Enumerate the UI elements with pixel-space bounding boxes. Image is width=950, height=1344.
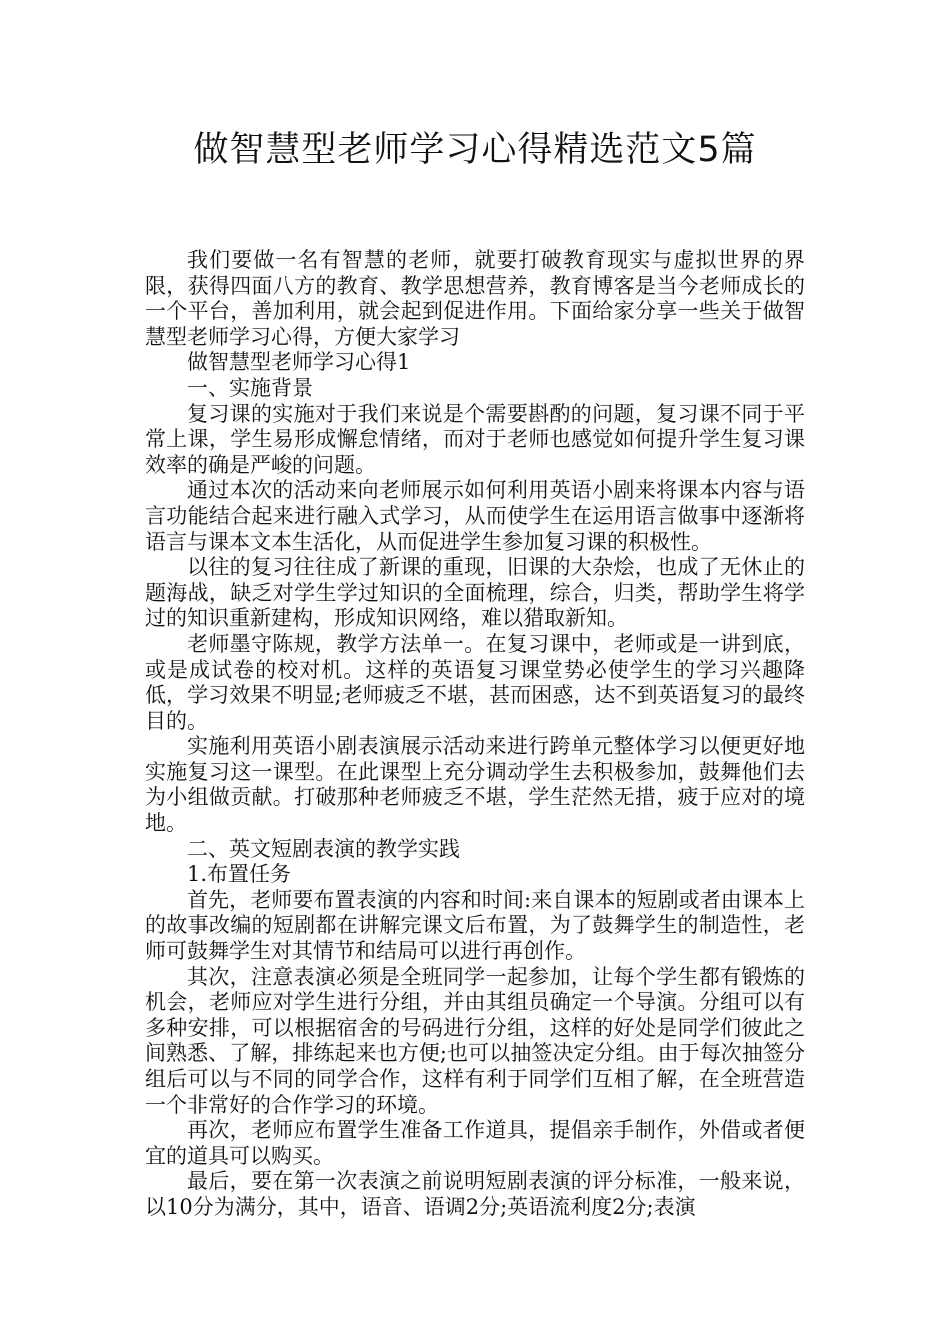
document-title: 做智慧型老师学习心得精选范文5篇 xyxy=(193,130,757,170)
paragraph: 复习课的实施对于我们来说是个需要斟酌的问题，复习课不同于平常上课，学生易形成懈怠情绪，而对于老师也感觉如何提升学生复习课效率的确是严峻的问题。 xyxy=(145,401,805,477)
paragraph: 其次，注意表演必须是全班同学一起参加，让每个学生都有锻炼的机会，老师应对学生进行分组，并由其组员确定一个导演。分组可以有多种安排，可以根据宿舍的号码进行分组，这样的好处是同学们彼此之间熟悉、了解，排练起来也方便;也可以抽签决定分组。由于每次抽签分组后可以与不同的同学合作，这样有利于同学们互相了解，在全班营造一个非常好的合作学习的环境。 xyxy=(145,964,805,1117)
subsection-heading: 1.布置任务 xyxy=(187,862,292,887)
paragraph: 首先，老师要布置表演的内容和时间:来自课本的短剧或者由课本上的故事改编的短剧都在讲解完课文后布置，为了鼓舞学生的制造性，老师可鼓舞学生对其情节和结局可以进行再创作。 xyxy=(145,887,805,964)
paragraph: 老师墨守陈规，教学方法单一。在复习课中，老师或是一讲到底，或是成试卷的校对机。这样的英语复习课堂势必使学生的学习兴趣降低，学习效果不明显;老师疲乏不堪，甚而困惑，达不到英语复习的最终目的。 xyxy=(145,631,805,733)
paragraph: 最后，要在第一次表演之前说明短剧表演的评分标准，一般来说，以10分为满分，其中，语音、语调2分;英语流利度2分;表演 xyxy=(145,1169,805,1219)
paragraph: 实施利用英语小剧表演展示活动来进行跨单元整体学习以便更好地实施复习这一课型。在此课型上充分调动学生去积极参加，鼓舞他们去为小组做贡献。打破那种老师疲乏不堪，学生茫然无措，疲于应对的境地。 xyxy=(145,734,805,836)
paragraph: 以往的复习往往成了新课的重现，旧课的大杂烩，也成了无休止的题海战，缺乏对学生学过知识的全面梳理，综合，归类，帮助学生将学过的知识重新建构，形成知识网络，难以猎取新知。 xyxy=(145,555,805,631)
section-heading: 做智慧型老师学习心得1 xyxy=(187,350,411,375)
paragraph: 再次，老师应布置学生准备工作道具，提倡亲手制作，外借或者便宜的道具可以购买。 xyxy=(145,1118,805,1168)
section-heading: 一、实施背景 xyxy=(187,375,313,400)
document-body xyxy=(145,248,805,1221)
paragraph: 我们要做一名有智慧的老师，就要打破教育现实与虚拟世界的界限，获得四面八方的教育、教学思想营养，教育博客是当今老师成长的一个平台，善加利用，就会起到促进作用。下面给家分享一些关于做智慧型老师学习心得，方便大家学习 xyxy=(145,248,805,349)
paragraph: 通过本次的活动来向老师展示如何利用英语小剧来将课本内容与语言功能结合起来进行融入式学习，从而使学生在运用语言做事中逐渐将语言与课本文本生活化，从而促进学生参加复习课的积极性。 xyxy=(145,478,805,554)
section-heading: 二、英文短剧表演的教学实践 xyxy=(187,836,460,861)
